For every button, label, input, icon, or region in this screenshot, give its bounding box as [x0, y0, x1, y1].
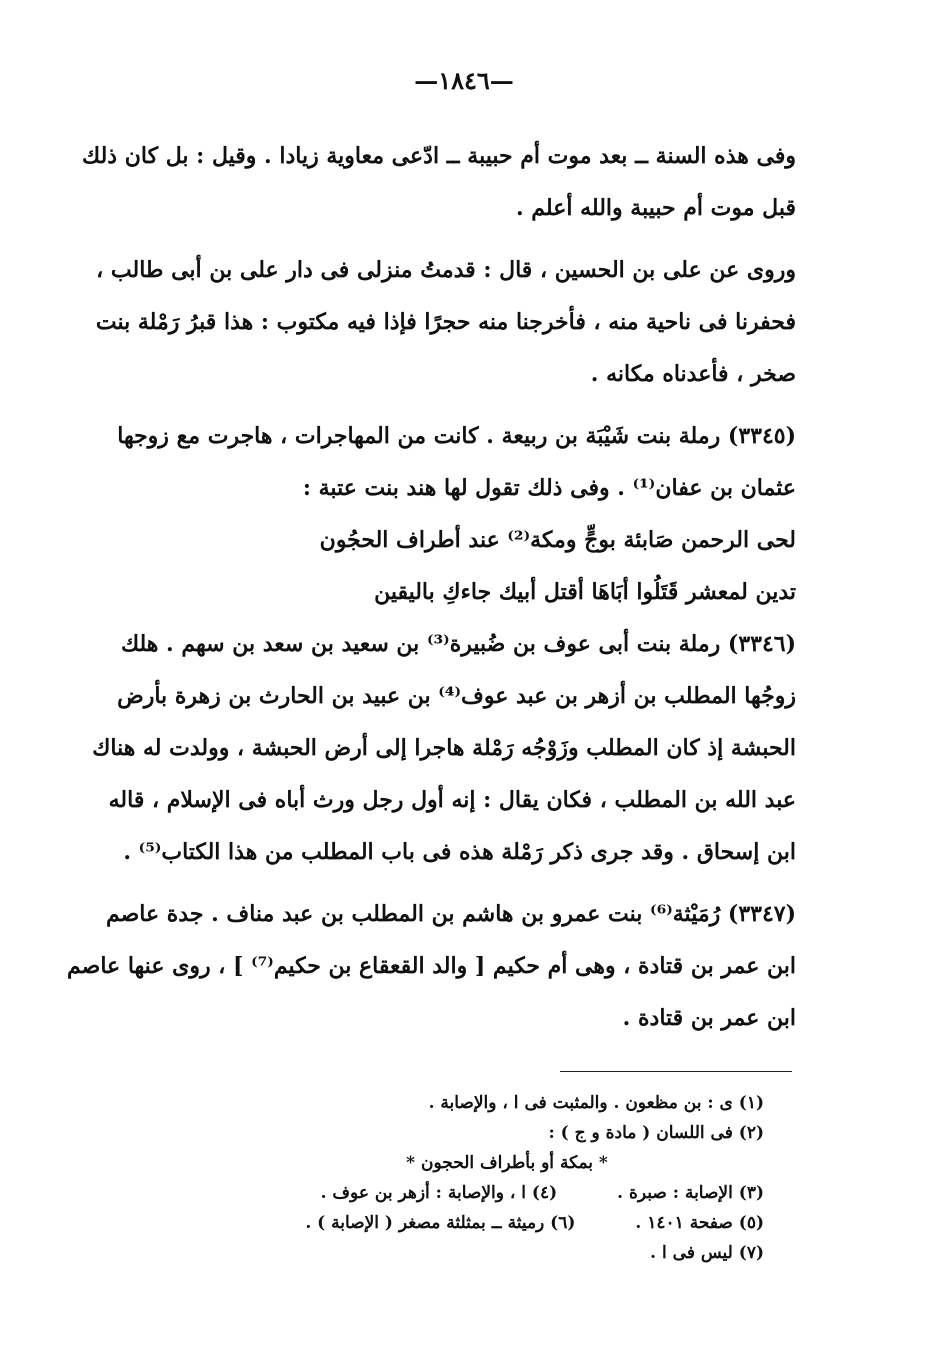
text-line: ابن عمر بن قتادة ، وهى أم حكيم [ والد القعقاع بن حكيم⁽⁷⁾ ] ، روى عنها عاصم — [67, 953, 796, 979]
text-line: عثمان بن عفان⁽¹⁾ . وفى ذلك تقول لها هند بنت عتبة : — [302, 475, 796, 501]
footnote-row — [250, 1208, 764, 1238]
paragraph-ali-ibn-husayn — [95, 244, 796, 400]
footnote-2-verse: * بمكة أو بأطراف الحجون * — [406, 1153, 608, 1173]
paragraph-ziyad — [82, 130, 796, 234]
footnote-3: (٣) الإصابة : صبرة . — [617, 1183, 764, 1203]
footnote-divider — [560, 1071, 792, 1072]
footnotes — [250, 1088, 764, 1268]
poem-verse: تدين لمعشر قَتَلُوا أبَاهَا أقتل أبيك جاءكِ باليقين — [374, 579, 796, 605]
poem — [128, 514, 796, 618]
page-number: —١٨٤٦— — [414, 66, 514, 95]
text-line: قبل موت أم حبيبة والله أعلم . — [515, 195, 796, 221]
footnote-row — [250, 1178, 764, 1208]
footnote-4: (٤) ا ، والإصابة : أزهر بن عوف . — [320, 1183, 558, 1203]
entry-3346 — [92, 618, 796, 878]
text-line: الحبشة إذ كان المطلب وزَوْجُه رَمْلة هاجرا إلى أرض الحبشة ، وولدت له هناك — [92, 735, 796, 761]
main-text — [67, 130, 796, 1044]
entry-3347 — [67, 888, 796, 1044]
footnote-2: (٢) فى اللسان ( مادة و ج ) : — [548, 1123, 764, 1143]
entry-3345 — [117, 410, 796, 514]
text-line: عبد الله بن المطلب ، فكان يقال : إنه أول رجل ورث أباه فى الإسلام ، قاله — [108, 787, 796, 813]
text-line: وروى عن على بن الحسين ، قال : قدمتُ منزلى فى دار على بن أبى طالب ، — [96, 257, 796, 283]
footnote-6: (٦) رميثة ــ بمثلثة مصغر ( الإصابة ) . — [305, 1213, 576, 1233]
text-line: زوجُها المطلب بن أزهر بن عبد عوف⁽⁴⁾ بن عبيد بن الحارث بن زهرة بأرض — [117, 683, 796, 709]
poem-verse: لحى الرحمن صَابئة بوجٍّ ومكة⁽²⁾ عند أطراف الحجُون — [319, 527, 796, 553]
text-line: ابن عمر بن قتادة . — [622, 1005, 796, 1031]
text-line: ابن إسحاق . وقد جرى ذكر رَمْلة هذه فى باب المطلب من هذا الكتاب⁽⁵⁾ . — [123, 839, 796, 865]
text-line: صخر ، فأعدناه مكانه . — [590, 361, 796, 387]
text-line: فحفرنا فى ناحية منه ، فأخرجنا منه حجرًا فإذا فيه مكتوب : هذا قبرُ رَمْلة بنت — [95, 309, 796, 335]
footnote-5: (٥) صفحة ١٤٠١ . — [635, 1213, 764, 1233]
text-line: (٣٣٤٦) رملة بنت أبى عوف بن ضُبيرة⁽³⁾ بن سعيد بن سعد بن سهم . هلك — [120, 631, 796, 657]
footnote-7: (٧) ليس فى ا . — [650, 1243, 764, 1263]
text-line: وفى هذه السنة ــ بعد موت أم حبيبة ــ ادّعى معاوية زيادا . وقيل : بل كان ذلك — [82, 143, 796, 169]
footnote-1: (١) ى : بن مظعون . والمثبت فى ا ، والإصابة . — [428, 1093, 764, 1113]
text-line: (٣٣٤٥) رملة بنت شَيْبَة بن ربيعة . كانت من المهاجرات ، هاجرت مع زوجها — [117, 423, 796, 449]
text-line: (٣٣٤٧) رُمَيْثة⁽⁶⁾ بنت عمرو بن هاشم بن المطلب بن عبد مناف . جدة عاصم — [105, 901, 796, 927]
